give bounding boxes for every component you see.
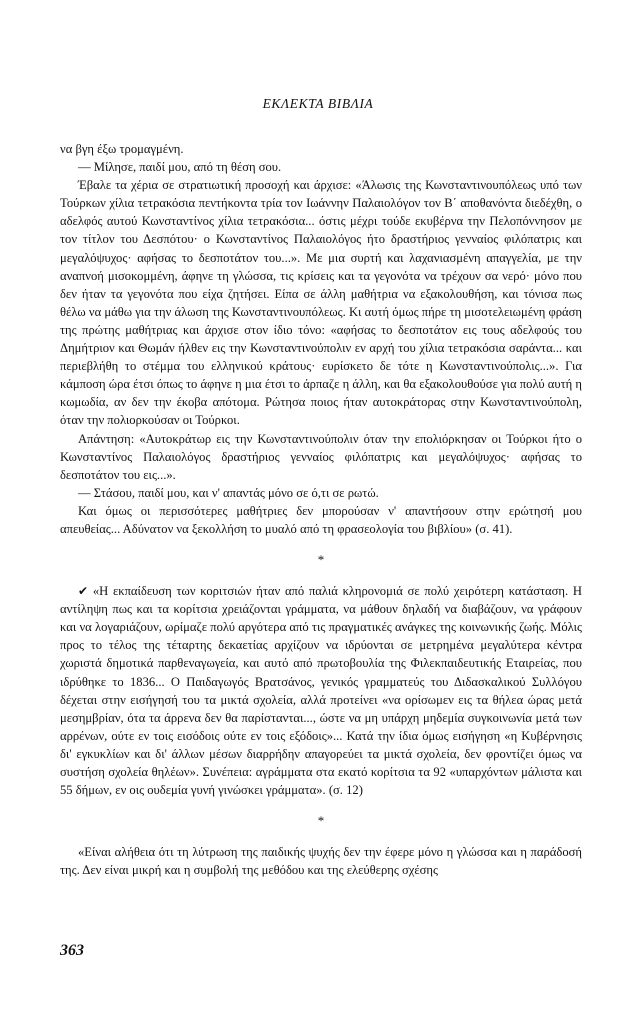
paragraph: Και όμως οι περισσότερες μαθήτριες δεν μπορούσαν ν' απαντήσουν στην ερώτησή μου απευθείας... Αδύνατον να ξεκολλήση το μυαλό από τη φρασεολογία του βιβλίου» (σ. 41). [60,503,582,536]
paragraph: να βγη έξω τρομαγμένη. [60,142,184,156]
article-body [60,140,582,879]
paragraph: — Στάσου, παιδί μου, και ν' απαντάς μόνο σε ό,τι σε ρωτώ. [78,485,379,500]
section-separator: * [317,552,325,568]
checkmark-icon: ✔ [78,584,89,599]
paragraph: «Είναι αλήθεια ότι τη λύτρωση της παιδικής ψυχής δεν την έφερε μόνο η γλώσσα και η παράδοσή της. Δεν είναι μικρή και η συμβολή της μεθόδου και της ελεύθερης σχέσης [60,845,582,878]
paragraph: Απάντηση: «Αυτοκράτωρ εις την Κωνσταντινούπολιν όταν την επολιόρκησαν οι Τούρκοι ήτο ο Κωνσταντίνος Παλαιολόγος δραστήριος γενναίος φιλόπατρις και μεγαλόψυχος· αφήσας το δεσποτάτον του εις...». [60,431,582,482]
running-header: ΕΚΛΕΚΤΑ ΒΙΒΛΙΑ [262,96,374,111]
section-separator: * [317,813,325,829]
paragraph: — Μίλησε, παιδί μου, από τη θέση σου. [78,160,282,175]
paragraph-text: «Η εκπαίδευση των κοριτσιών ήταν από παλιά κληρονομιά σε πολύ χειρότερη κατάσταση. Η αντίληψη πως και τα κορίτσια χρειάζονται γράμματα, να μάθουν δηλαδή να διαβάζουν, να γράφουν και να λογαριάζουν, ωρίμαζε πολύ αργότερα από τις πραγματικές ανάγκες της κοινωνικής ζωής. Μόλις προς το τέλος της τέταρτης δεκαετίας αρχίζουν να ιδρύονται σε μετρημένα μεγαλύτερα κέντρα χωριστά δημοτικά παρθεναγωγεία, και αυτό από πρωτοβουλία της Φιλεκπαιδευτικής Εταιρείας, που ιδρύθηκε το 1836... Ο Παιδαγωγός Βρατσάνος, γενικός γραμματεύς του Διδασκαλικού Συλλόγου δέχεται στην εισήγησή του τα μικτά σχολεία, αλλά προτείνει «να ορίσωμεν εις τα θήλεα ώρας μετά μεσημβρίαν, ότα τα άρρενα δεν θα παρίστανται..., ώστε να μη υπάρχη μηδεμία συγκοινωνία μετά των αρρένων, ούτε εν τοις εισόδοις ούτε εν τοις εξόδοις»... Κατά την ίδια όμως εισήγηση «η Κυβέρνησις δι' εγκυκλίων και δι' άλλων μέσων διαρρήδην απαγορεύει τα μικτά σχολεία, δεν φροντίζει όμως να συστήση σχολεία θηλέων». Συνέπεια: αγράμματα στα εκατό κορίτσια τα 92 «υπαρχόντων μάλιστα και 55 δήμων, εν οις ουδεμία γυνή γινώσκει γράμματα». (σ. 12) [60,584,582,798]
paragraph [60,582,582,799]
paragraph: Έβαλε τα χέρια σε στρατιωτική προσοχή και άρχισε: «Άλωσις της Κωνσταντινουπόλεως υπό των Τούρκων χίλια τετρακόσια πεντήκοντα τρία τον Ιωάννην Παλαιολόγον τον Β΄ αποθανόντα διεδέχθη, ο αδελφός αυτού Κωνσταντίνος χίλια τετρακόσια... όστις μέχρι τούδε εκυβέρνα την Πελοπόννησον με τον τίτλον του Δεσπότου· ο Κωνσταντίνος Παλαιολόγος ήτο δραστήριος γενναίος φιλόπατρις και μεγαλόψυχος· αφήσας το δεσποτάτον του...». Με μια συρτή και λαχανιασμένη απαγγελία, με την αναπνοή μισοκομμένη, άφηνε τη γλώσσα, τις κρίσεις και τα γεγονότα να τρέχουν σα νερό· μόνο που δεν ήταν τα γεγονότα που είχα ζητήσει. Είπα σε άλλη μαθήτρια να εξακολουθήση, και τόνισα πως θέλω να μάθω για την άλωση της Κωνσταντινουπόλεως. Κι αυτή όμως πήρε τη μισοτελειωμένη φράση της πρώτης μαθήτριας και άρχισε στον ίδιο τόνο: «αφήσας το δεσποτάτον εις τους αδελφούς του Δημήτριον και Θωμάν ήλθεν εις την Κωνσταντινούπολιν εν αρχή του χίλια τετρακόσια σαράντα... και περιεβλήθη το στέμμα του ελληνικού κράτους· ευρίσκετο δε τότε η Κωνσταντινούπολις...». Για κάμποση ώρα έτσι όπως το άφηνε η μια έτσι το άρπαζε η άλλη, και θα εξακολουθούσε για πολύ αυτή η κωμωδία, αν δεν την έκοβα απότομα. Ρώτησα ποιος ήταν αυτοκράτορας στην Κωνσταντινούπολη, όταν την πολιορκούσαν οι Τούρκοι. [60,178,582,428]
page-number: 363 [60,942,84,959]
